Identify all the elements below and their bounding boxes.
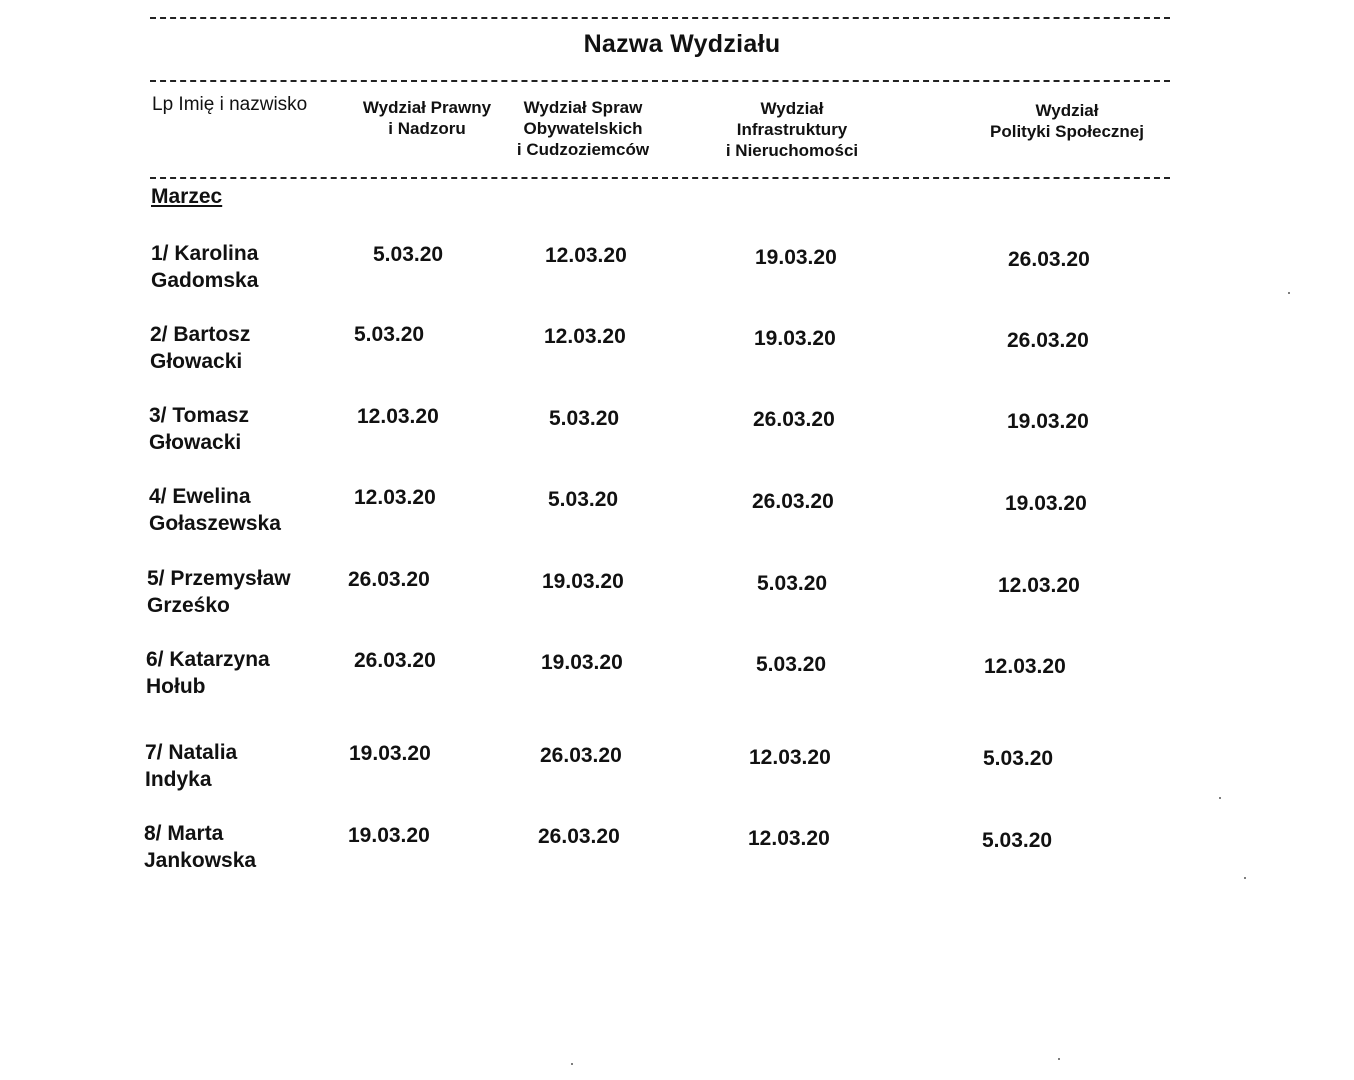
row-8-name: 8/ Marta Jankowska bbox=[144, 822, 257, 872]
header-column-polityki: Wydział Polityki Społecznej bbox=[990, 101, 1144, 141]
row-5-date-polityki: 12.03.20 bbox=[998, 574, 1080, 597]
row-7-date-infrastruktury: 12.03.20 bbox=[749, 746, 831, 769]
row-3-date-obywatelskich: 5.03.20 bbox=[549, 407, 620, 430]
scan-speck bbox=[1244, 877, 1246, 879]
header-divider bbox=[150, 177, 1170, 179]
row-8-date-infrastruktury: 12.03.20 bbox=[748, 827, 830, 850]
row-8-date-prawny: 19.03.20 bbox=[348, 824, 430, 847]
top-divider bbox=[150, 17, 1170, 19]
row-6-date-polityki: 12.03.20 bbox=[984, 655, 1066, 678]
row-1-name: 1/ Karolina Gadomska bbox=[151, 242, 259, 292]
row-2-date-obywatelskich: 12.03.20 bbox=[544, 325, 626, 348]
row-1-date-prawny: 5.03.20 bbox=[373, 243, 444, 266]
row-2-date-infrastruktury: 19.03.20 bbox=[754, 327, 836, 350]
header-lp-name: Lp Imię i nazwisko bbox=[152, 94, 308, 115]
row-1-date-obywatelskich: 12.03.20 bbox=[545, 244, 627, 267]
row-3-name: 3/ Tomasz Głowacki bbox=[149, 404, 249, 454]
row-7-name: 7/ Natalia Indyka bbox=[145, 741, 238, 791]
row-2-date-polityki: 26.03.20 bbox=[1007, 329, 1089, 352]
document-title: Nazwa Wydziału bbox=[583, 30, 781, 58]
row-8-date-polityki: 5.03.20 bbox=[982, 829, 1053, 852]
row-7-date-obywatelskich: 26.03.20 bbox=[540, 744, 622, 767]
header-column-prawny: Wydział Prawny i Nadzoru bbox=[362, 98, 492, 138]
title-divider bbox=[150, 80, 1170, 82]
row-4-date-polityki: 19.03.20 bbox=[1005, 492, 1087, 515]
row-6-name: 6/ Katarzyna Hołub bbox=[146, 648, 270, 698]
row-7-date-polityki: 5.03.20 bbox=[983, 747, 1054, 770]
scan-speck bbox=[1288, 292, 1290, 294]
row-3-date-prawny: 12.03.20 bbox=[357, 405, 439, 428]
row-5-date-obywatelskich: 19.03.20 bbox=[542, 570, 624, 593]
row-4-date-prawny: 12.03.20 bbox=[354, 486, 436, 509]
row-6-date-obywatelskich: 19.03.20 bbox=[541, 651, 623, 674]
row-1-date-polityki: 26.03.20 bbox=[1008, 248, 1090, 271]
header-column-obywatelskich: Wydział Spraw Obywatelskich i Cudzoziemców bbox=[516, 98, 650, 159]
header-column-infrastruktury: Wydział Infrastruktury i Nieruchomości bbox=[725, 99, 859, 160]
row-2-name: 2/ Bartosz Głowacki bbox=[150, 323, 251, 373]
month-label: Marzec bbox=[151, 185, 223, 208]
row-5-date-prawny: 26.03.20 bbox=[348, 568, 430, 591]
scan-speck bbox=[571, 1063, 573, 1065]
row-8-date-obywatelskich: 26.03.20 bbox=[538, 825, 620, 848]
row-4-name: 4/ Ewelina Gołaszewska bbox=[149, 485, 281, 535]
row-3-date-polityki: 19.03.20 bbox=[1007, 410, 1089, 433]
row-5-date-infrastruktury: 5.03.20 bbox=[757, 572, 828, 595]
row-6-date-prawny: 26.03.20 bbox=[354, 649, 436, 672]
row-4-date-infrastruktury: 26.03.20 bbox=[752, 490, 834, 513]
row-4-date-obywatelskich: 5.03.20 bbox=[548, 488, 619, 511]
row-1-date-infrastruktury: 19.03.20 bbox=[755, 246, 837, 269]
row-3-date-infrastruktury: 26.03.20 bbox=[753, 408, 835, 431]
scan-speck bbox=[1058, 1058, 1060, 1060]
row-2-date-prawny: 5.03.20 bbox=[354, 323, 425, 346]
row-6-date-infrastruktury: 5.03.20 bbox=[756, 653, 827, 676]
row-5-name: 5/ Przemysław Grześko bbox=[147, 567, 291, 617]
scan-speck bbox=[1219, 797, 1221, 799]
row-7-date-prawny: 19.03.20 bbox=[349, 742, 431, 765]
